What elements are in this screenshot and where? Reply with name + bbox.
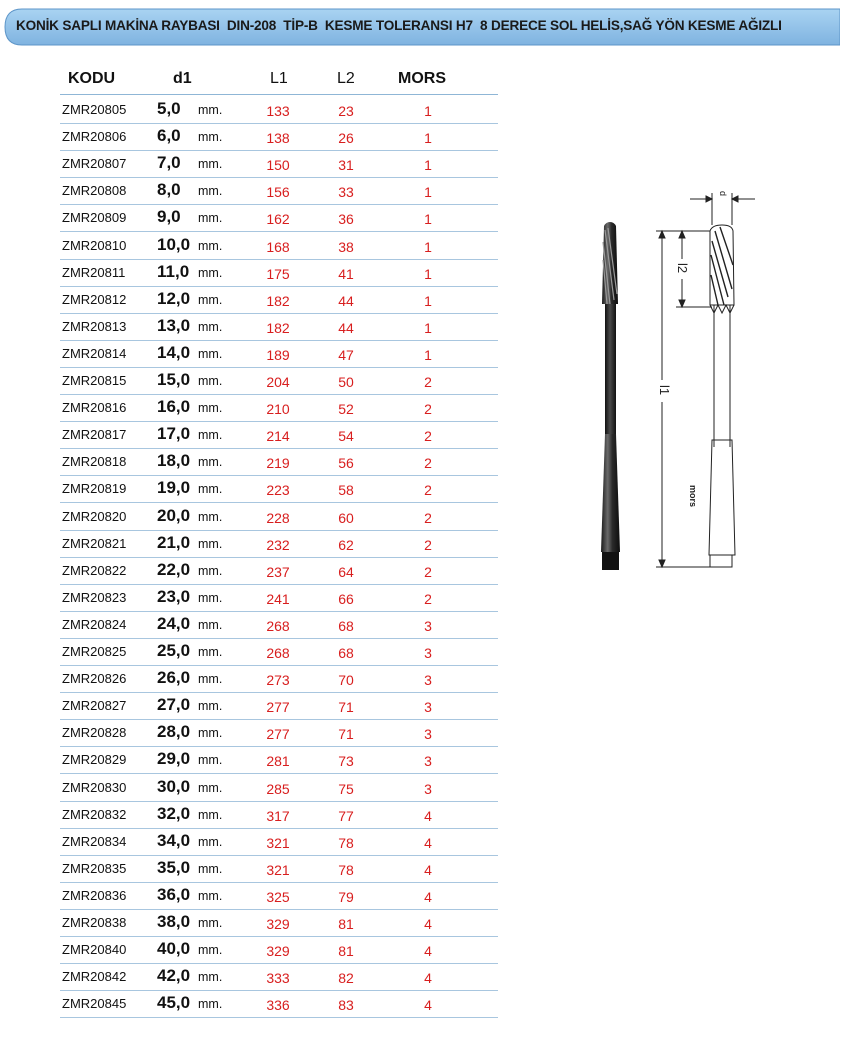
mors-value: 2 xyxy=(424,374,432,390)
l2-value: 78 xyxy=(338,861,354,878)
table-row xyxy=(60,421,498,449)
l2-value: 47 xyxy=(338,346,354,363)
l2-value: 79 xyxy=(338,888,354,905)
l1-value: 219 xyxy=(266,455,290,472)
table-row xyxy=(60,259,498,287)
l1-value: 281 xyxy=(266,753,290,770)
diameter-unit: mm. xyxy=(198,726,223,741)
technical-drawing xyxy=(640,185,770,585)
mors-value: 3 xyxy=(424,780,432,797)
table-row xyxy=(60,665,498,693)
table-row xyxy=(60,719,498,747)
table-row xyxy=(60,963,498,991)
mors-value: 1 xyxy=(424,103,432,119)
mors-value: 4 xyxy=(424,807,432,824)
l2-value: 70 xyxy=(338,672,354,689)
l1-value: 175 xyxy=(266,265,290,282)
diameter-unit: mm. xyxy=(198,509,223,524)
product-code: ZMR20815 xyxy=(62,373,127,388)
diameter-unit: mm. xyxy=(198,970,223,985)
l2-value: 75 xyxy=(338,780,354,797)
l1-value: 325 xyxy=(266,888,290,905)
l1-value: 336 xyxy=(266,997,290,1014)
l1-value: 189 xyxy=(266,346,290,363)
table-row xyxy=(60,367,498,395)
diameter-value: 32,0 xyxy=(157,803,191,823)
mors-value: 2 xyxy=(424,563,432,580)
l2-value: 58 xyxy=(338,482,354,499)
diameter-unit: mm. xyxy=(198,780,223,795)
product-code: ZMR20816 xyxy=(62,400,127,416)
diameter-unit: mm. xyxy=(198,401,223,416)
diameter-unit: mm. xyxy=(198,834,223,849)
l1-value: 133 xyxy=(266,103,290,119)
mors-value: 3 xyxy=(424,753,432,770)
l2-value: 71 xyxy=(338,699,354,716)
diameter-unit: mm. xyxy=(198,617,223,632)
l2-value: 81 xyxy=(338,943,354,960)
mors-value: 3 xyxy=(424,699,432,716)
l2-value: 62 xyxy=(338,536,354,553)
title-banner xyxy=(4,8,840,46)
mors-value: 2 xyxy=(424,401,432,418)
product-code: ZMR20826 xyxy=(62,671,127,687)
mors-value: 4 xyxy=(424,943,432,960)
diameter-unit: mm. xyxy=(198,645,223,659)
l1-value: 210 xyxy=(266,401,290,418)
table-row xyxy=(60,204,498,232)
table-row xyxy=(60,638,498,666)
mors-value: 1 xyxy=(424,265,432,282)
diameter-value: 26,0 xyxy=(157,668,191,688)
l1-value: 277 xyxy=(266,699,290,716)
diameter-value: 28,0 xyxy=(157,722,191,742)
l2-value: 52 xyxy=(338,401,354,418)
l1-value: 138 xyxy=(266,130,290,147)
product-code: ZMR20809 xyxy=(62,210,127,226)
table-row xyxy=(60,96,498,124)
diameter-value: 40,0 xyxy=(157,939,191,959)
mors-value: 2 xyxy=(424,455,432,472)
diameter-value: 30,0 xyxy=(157,776,191,796)
diameter-unit: mm. xyxy=(198,374,223,388)
product-code: ZMR20814 xyxy=(62,345,127,361)
l1-value: 329 xyxy=(266,916,290,932)
product-code: ZMR20840 xyxy=(62,942,127,958)
table-row xyxy=(60,828,498,856)
table-row xyxy=(60,530,498,558)
table-row xyxy=(60,448,498,476)
header-divider xyxy=(60,94,498,95)
l2-value: 31 xyxy=(338,157,354,174)
table-row xyxy=(60,232,498,260)
diameter-unit: mm. xyxy=(198,238,223,253)
mors-value: 1 xyxy=(424,157,432,174)
product-code: ZMR20823 xyxy=(62,589,127,605)
mors-value: 1 xyxy=(424,319,432,336)
l1-value: 156 xyxy=(266,184,290,201)
product-code: ZMR20828 xyxy=(62,725,127,741)
product-code: ZMR20835 xyxy=(62,860,127,876)
diameter-value: 9,0 xyxy=(157,207,181,227)
diameter-unit: mm. xyxy=(198,184,223,199)
mors-value: 3 xyxy=(424,726,432,743)
table-row xyxy=(60,177,498,205)
product-code: ZMR20819 xyxy=(62,481,127,497)
l1-value: 168 xyxy=(266,238,290,255)
diameter-unit: mm. xyxy=(198,130,223,145)
diameter-value: 10,0 xyxy=(157,234,191,254)
product-code: ZMR20832 xyxy=(62,806,127,822)
diameter-unit: mm. xyxy=(198,346,223,361)
l2-value: 38 xyxy=(338,238,354,255)
product-code: ZMR20812 xyxy=(62,291,127,307)
l1-value: 150 xyxy=(266,157,290,174)
table-row xyxy=(60,286,498,314)
table-row xyxy=(60,692,498,720)
l1-value: 237 xyxy=(266,563,290,580)
product-code: ZMR20827 xyxy=(62,698,127,714)
diameter-value: 21,0 xyxy=(157,532,191,552)
mors-value: 4 xyxy=(424,970,432,987)
l2-value: 68 xyxy=(338,617,354,634)
product-code: ZMR20842 xyxy=(62,969,127,985)
l2-value: 36 xyxy=(338,211,354,228)
l1-value: 182 xyxy=(266,292,290,309)
l1-value: 162 xyxy=(266,211,290,228)
diameter-value: 24,0 xyxy=(157,613,191,633)
table-row xyxy=(60,340,498,368)
diameter-unit: mm. xyxy=(198,292,223,307)
diameter-value: 17,0 xyxy=(157,424,191,444)
product-code: ZMR20821 xyxy=(62,535,127,551)
diameter-unit: mm. xyxy=(198,807,223,822)
l2-value: 33 xyxy=(338,184,354,201)
mors-value: 2 xyxy=(424,428,432,445)
mors-value: 1 xyxy=(424,211,432,228)
diameter-value: 14,0 xyxy=(157,342,191,362)
diameter-value: 16,0 xyxy=(157,397,191,417)
l2-value: 68 xyxy=(338,645,354,661)
l2-value: 64 xyxy=(338,563,354,580)
diameter-value: 27,0 xyxy=(157,695,191,715)
l2-value: 26 xyxy=(338,130,354,147)
l2-value: 83 xyxy=(338,997,354,1014)
product-code: ZMR20817 xyxy=(62,427,127,443)
l2-value: 78 xyxy=(338,834,354,851)
diameter-value: 23,0 xyxy=(157,586,191,606)
product-code: ZMR20834 xyxy=(62,833,127,849)
product-code: ZMR20807 xyxy=(62,156,127,172)
diameter-unit: mm. xyxy=(198,888,223,903)
table-row xyxy=(60,394,498,422)
mors-value: 2 xyxy=(424,536,432,553)
l1-value: 329 xyxy=(266,943,290,960)
mors-value: 1 xyxy=(424,184,432,201)
l2-value: 54 xyxy=(338,428,354,445)
table-row xyxy=(60,313,498,341)
product-code: ZMR20808 xyxy=(62,183,127,199)
diameter-value: 22,0 xyxy=(157,559,191,579)
mors-value: 4 xyxy=(424,997,432,1014)
product-code: ZMR20806 xyxy=(62,129,127,145)
l1-value: 182 xyxy=(266,319,290,336)
dim-d-label: d xyxy=(718,191,728,197)
diameter-value: 7,0 xyxy=(157,153,181,173)
diameter-value: 18,0 xyxy=(157,451,191,471)
diameter-unit: mm. xyxy=(198,916,223,930)
l1-value: 277 xyxy=(266,726,290,743)
diameter-unit: mm. xyxy=(198,455,223,470)
table-row xyxy=(60,909,498,937)
table-row xyxy=(60,150,498,178)
product-code: ZMR20824 xyxy=(62,616,127,632)
l2-value: 56 xyxy=(338,455,354,472)
diameter-unit: mm. xyxy=(198,590,223,605)
l2-value: 77 xyxy=(338,807,354,824)
mors-value: 2 xyxy=(424,509,432,526)
product-code: ZMR20838 xyxy=(62,915,127,930)
table-row xyxy=(60,936,498,964)
l1-value: 232 xyxy=(266,536,290,553)
diameter-value: 5,0 xyxy=(157,99,181,118)
header-l1: L1 xyxy=(270,70,288,87)
l2-value: 71 xyxy=(338,726,354,743)
product-code: ZMR20810 xyxy=(62,237,127,253)
diameter-unit: mm. xyxy=(198,997,223,1012)
product-code: ZMR20830 xyxy=(62,779,127,795)
mors-value: 4 xyxy=(424,834,432,851)
l2-value: 44 xyxy=(338,292,354,309)
mors-value: 4 xyxy=(424,861,432,878)
mors-value: 1 xyxy=(424,130,432,147)
diameter-unit: mm. xyxy=(198,482,223,497)
mors-value: 4 xyxy=(424,916,432,932)
diameter-value: 38,0 xyxy=(157,912,191,931)
l2-value: 23 xyxy=(338,103,354,119)
l1-value: 228 xyxy=(266,509,290,526)
diameter-unit: mm. xyxy=(198,536,223,551)
l2-value: 50 xyxy=(338,374,354,390)
diameter-unit: mm. xyxy=(198,211,223,226)
mors-value: 3 xyxy=(424,672,432,689)
diameter-value: 6,0 xyxy=(157,126,181,146)
diameter-unit: mm. xyxy=(198,103,223,117)
table-row xyxy=(60,584,498,612)
diameter-value: 19,0 xyxy=(157,478,191,498)
diameter-value: 36,0 xyxy=(157,884,191,904)
diameter-value: 42,0 xyxy=(157,966,191,986)
reamer-photo xyxy=(590,220,634,572)
page-title: KONİK SAPLI MAKİNA RAYBASI DIN-208 TİP-B KESME TOLERANSI H7 8 DERECE SOL HELİS,SAĞ YÖN KESME AĞIZLI xyxy=(16,18,782,33)
l2-value: 73 xyxy=(338,753,354,770)
mors-value: 1 xyxy=(424,238,432,255)
l2-value: 44 xyxy=(338,319,354,336)
header-l2: L2 xyxy=(337,70,355,87)
diameter-unit: mm. xyxy=(198,672,223,687)
table-row xyxy=(60,990,498,1018)
table-row xyxy=(60,774,498,802)
mors-value: 1 xyxy=(424,292,432,309)
diameter-unit: mm. xyxy=(198,861,223,876)
dim-l1-label: l1 xyxy=(657,385,672,396)
diameter-value: 29,0 xyxy=(157,749,191,769)
mors-value: 1 xyxy=(424,346,432,363)
l1-value: 333 xyxy=(266,970,290,987)
product-code: ZMR20813 xyxy=(62,318,127,334)
l2-value: 41 xyxy=(338,265,354,282)
table-row xyxy=(60,557,498,585)
table-row xyxy=(60,475,498,503)
header-code: KODU xyxy=(68,70,116,87)
l2-value: 66 xyxy=(338,590,354,607)
diameter-unit: mm. xyxy=(198,563,223,578)
diameter-value: 13,0 xyxy=(157,315,191,335)
diameter-value: 11,0 xyxy=(157,261,190,281)
l1-value: 321 xyxy=(266,861,290,878)
l1-value: 223 xyxy=(266,482,290,499)
mors-value: 4 xyxy=(424,888,432,905)
table-row xyxy=(60,123,498,151)
l1-value: 204 xyxy=(266,374,290,390)
l2-value: 81 xyxy=(338,916,354,932)
product-code: ZMR20822 xyxy=(62,562,127,578)
mors-value: 2 xyxy=(424,482,432,499)
product-code: ZMR20825 xyxy=(62,644,127,659)
product-code: ZMR20836 xyxy=(62,887,127,903)
l2-value: 82 xyxy=(338,970,354,987)
l1-value: 268 xyxy=(266,645,290,661)
table-row xyxy=(60,801,498,829)
product-code: ZMR20818 xyxy=(62,454,127,470)
diameter-unit: mm. xyxy=(198,753,223,768)
mors-value: 2 xyxy=(424,590,432,607)
header-mors: MORS xyxy=(398,70,446,87)
mors-label: mors xyxy=(688,485,698,508)
mors-value: 3 xyxy=(424,645,432,661)
diameter-unit: mm. xyxy=(198,699,223,714)
diameter-unit: mm. xyxy=(198,319,223,334)
diameter-unit: mm. xyxy=(198,265,223,280)
table-row xyxy=(60,882,498,910)
l1-value: 273 xyxy=(266,672,290,689)
table-row xyxy=(60,503,498,531)
product-code: ZMR20820 xyxy=(62,508,127,524)
diameter-value: 15,0 xyxy=(157,370,191,389)
l1-value: 214 xyxy=(266,428,290,445)
l1-value: 268 xyxy=(266,617,290,634)
header-d1: d1 xyxy=(173,70,192,87)
product-code: ZMR20845 xyxy=(62,996,127,1012)
diameter-unit: mm. xyxy=(198,157,223,172)
product-code: ZMR20811 xyxy=(62,264,126,280)
diameter-value: 8,0 xyxy=(157,180,181,200)
dim-l2-label: l2 xyxy=(675,263,690,274)
l2-value: 60 xyxy=(338,509,354,526)
diameter-value: 12,0 xyxy=(157,288,191,308)
diameter-value: 34,0 xyxy=(157,830,191,850)
mors-value: 3 xyxy=(424,617,432,634)
diameter-unit: mm. xyxy=(198,428,223,443)
product-code: ZMR20805 xyxy=(62,102,127,117)
diameter-value: 45,0 xyxy=(157,993,191,1013)
product-code: ZMR20829 xyxy=(62,752,127,768)
l1-value: 241 xyxy=(266,590,290,607)
l1-value: 285 xyxy=(266,780,290,797)
l1-value: 321 xyxy=(266,834,290,851)
table-row xyxy=(60,746,498,774)
diameter-value: 25,0 xyxy=(157,641,191,660)
table-row xyxy=(60,855,498,883)
diameter-value: 35,0 xyxy=(157,857,191,877)
table-row xyxy=(60,611,498,639)
diameter-unit: mm. xyxy=(198,943,223,958)
l1-value: 317 xyxy=(266,807,290,824)
diameter-value: 20,0 xyxy=(157,505,191,525)
